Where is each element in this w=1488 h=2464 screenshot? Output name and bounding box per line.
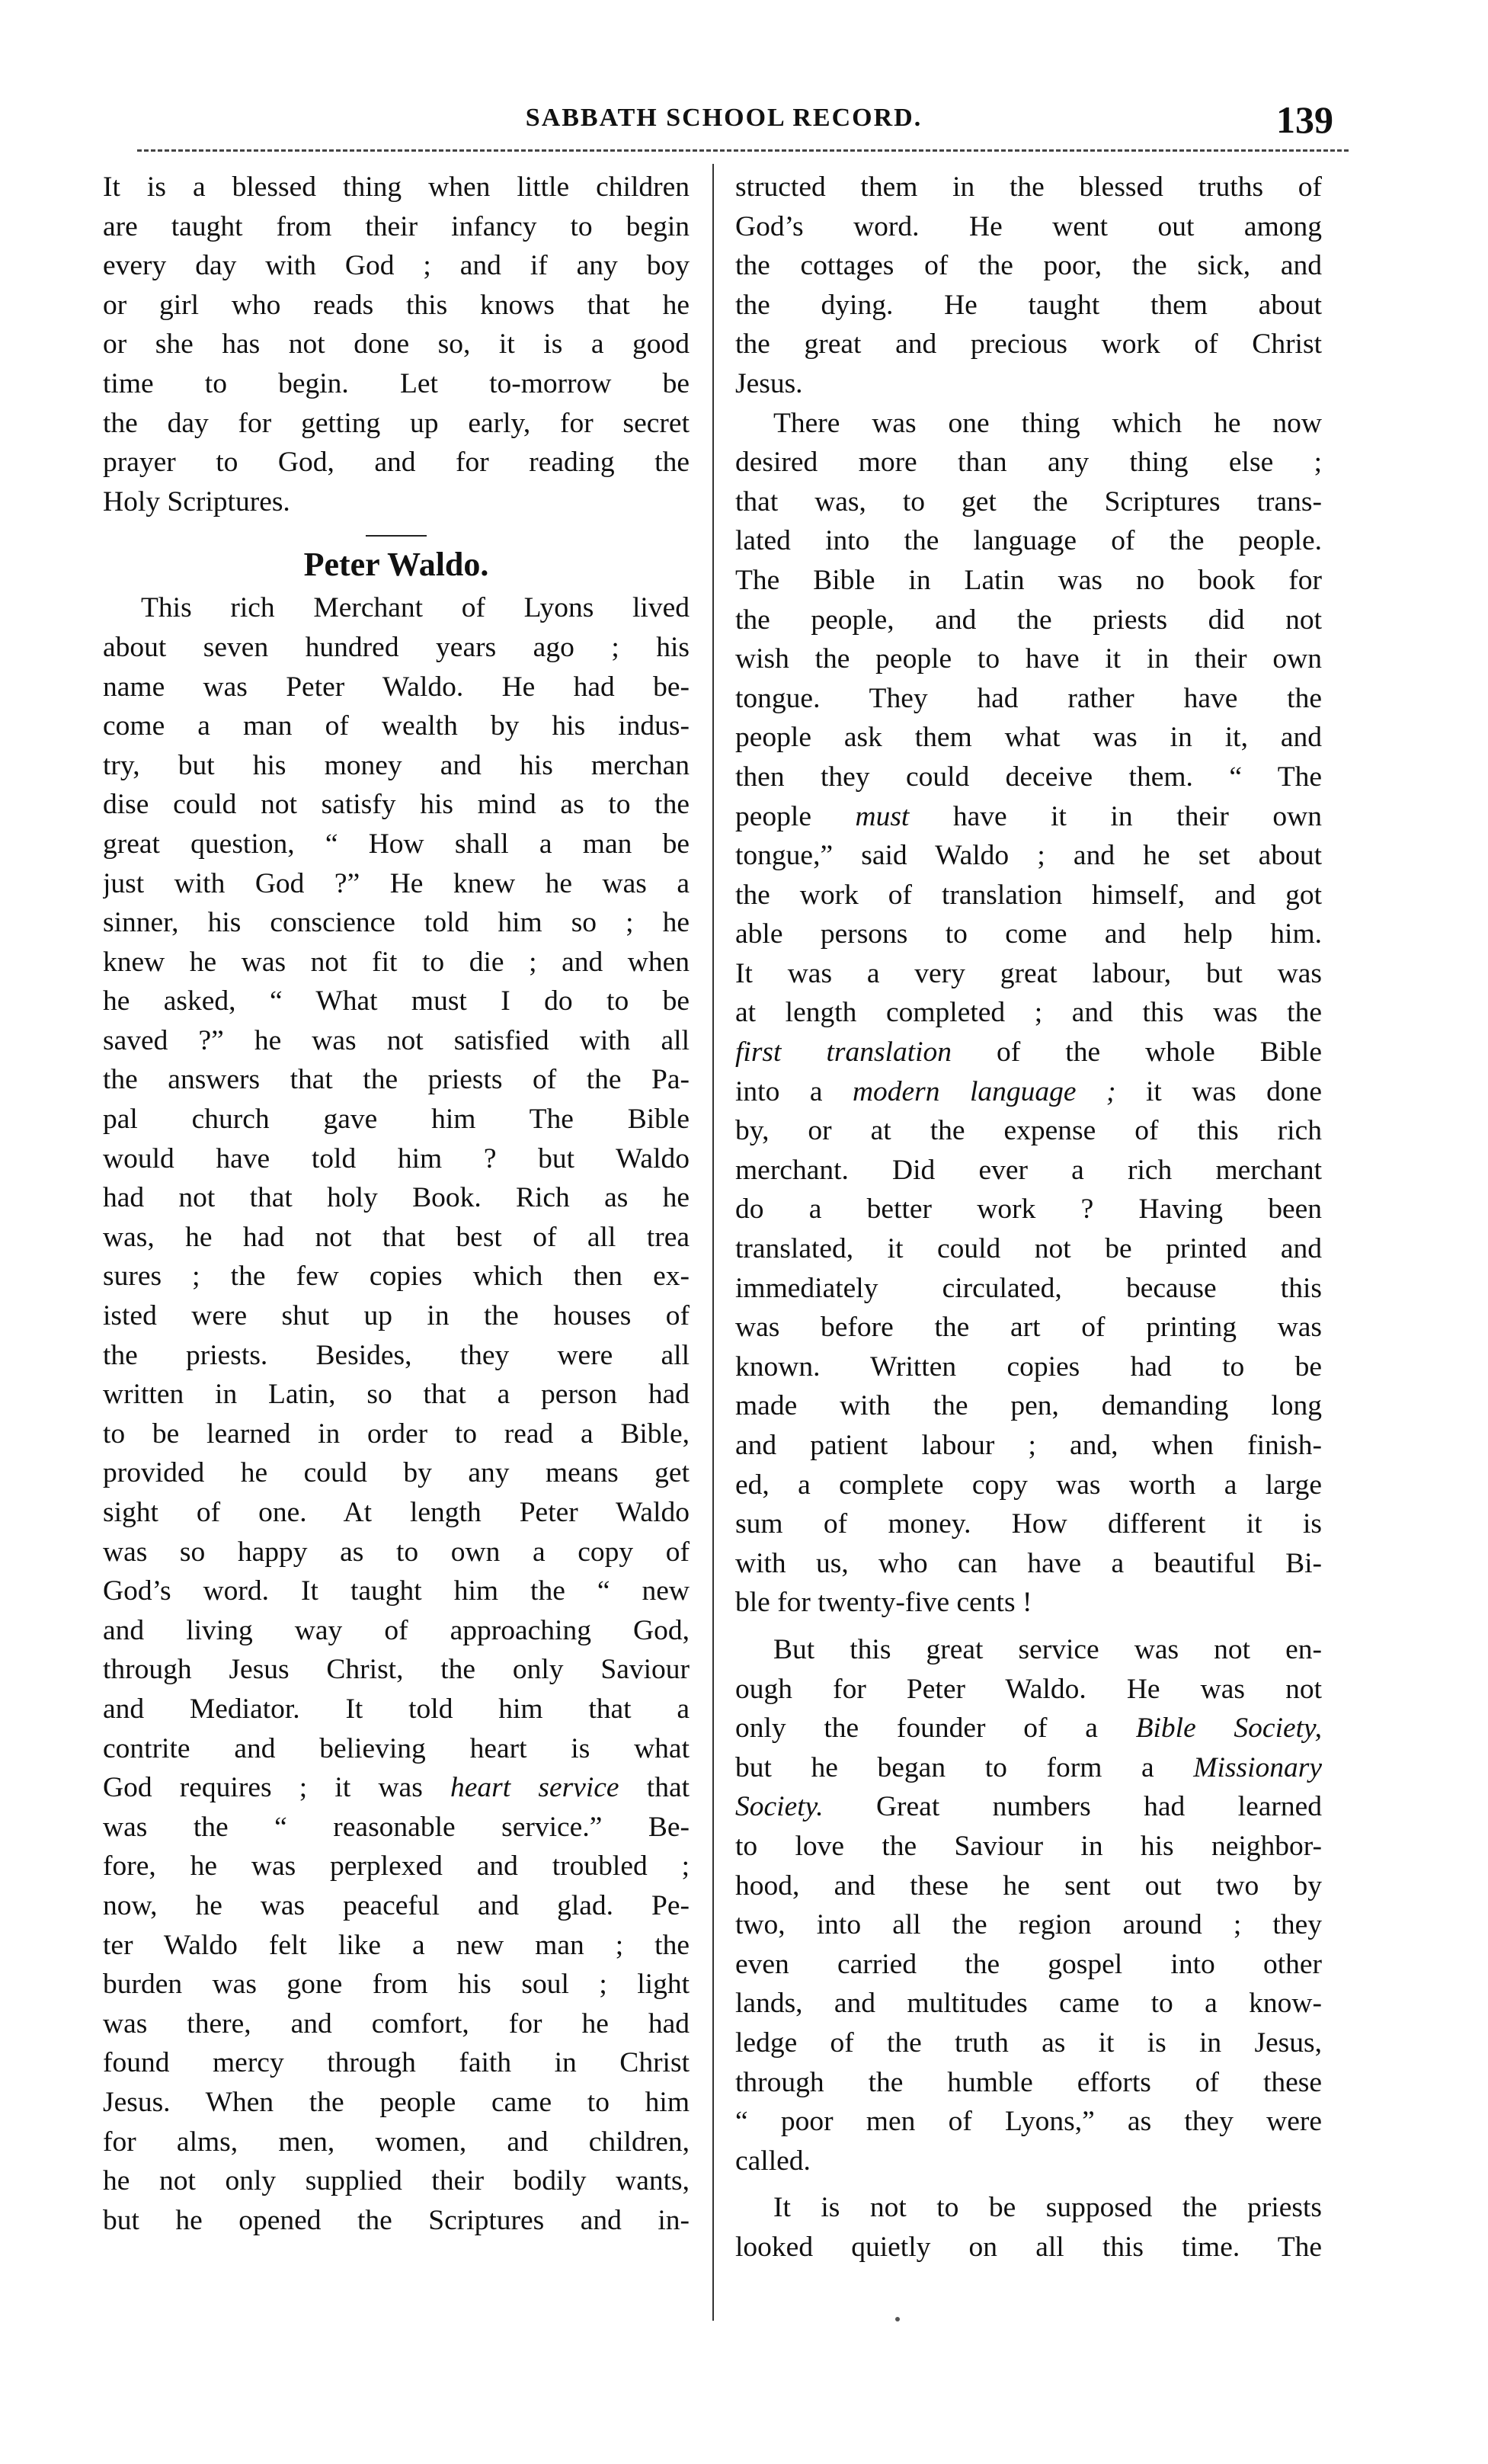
text-line: There was one thing which he now: [773, 407, 1322, 439]
text-line: saved ?” he was not satisfied with all: [103, 1024, 690, 1056]
text-line: come a man of wealth by his indus-: [103, 710, 690, 742]
text-line: burden was gone from his soul ; light: [103, 1969, 690, 2001]
running-title: SABBATH SCHOOL RECORD.: [525, 104, 923, 132]
text-line: lands, and multitudes came to a know-: [735, 1988, 1322, 2020]
text-line: ough for Peter Waldo. He was not: [735, 1673, 1322, 1705]
text-line: looked quietly on all this time. The: [735, 2231, 1322, 2263]
text-line: sinner, his conscience told him so ; he: [103, 907, 690, 939]
text-line: prayer to God, and for reading the: [103, 447, 690, 479]
text-line: even carried the gospel into other: [735, 1948, 1322, 1980]
text-line: for alms, men, women, and children,: [103, 2126, 690, 2158]
text-line: The Bible in Latin was no book for: [735, 564, 1322, 596]
text-line: dise could not satisfy his mind as to the: [103, 789, 690, 821]
text-line: he not only supplied their bodily wants,: [103, 2165, 690, 2197]
text-line: fore, he was perplexed and troubled ;: [103, 1850, 690, 1882]
text-line: to be learned in order to read a Bible,: [103, 1418, 690, 1450]
text-line: the day for getting up early, for secret: [103, 407, 690, 439]
text-line: wish the people to have it in their own: [735, 643, 1322, 675]
text-segment: Great numbers had learned: [823, 1791, 1322, 1823]
text-line: structed them in the blessed truths of: [735, 171, 1322, 203]
intro-paragraph: [103, 168, 690, 521]
text-line: translated, it could not be printed and: [735, 1233, 1322, 1265]
text-line: tongue,” said Waldo ; and he set about: [735, 840, 1322, 872]
text-line: and living way of approaching God,: [103, 1614, 690, 1646]
italic-phrase: must: [855, 800, 910, 832]
text-line: was there, and comfort, for he had: [103, 2007, 690, 2039]
text-line: provided he could by any means get: [103, 1457, 690, 1489]
text-line: tongue. They had rather have the: [735, 682, 1322, 714]
text-line: try, but his money and his merchan: [103, 749, 690, 781]
text-line: but he opened the Scriptures and in-: [103, 2204, 690, 2236]
paragraph: [735, 1630, 1322, 2180]
text-line: through Jesus Christ, the only Saviour: [103, 1654, 690, 1686]
text-line: by, or at the expense of this rich: [735, 1115, 1322, 1147]
italic-phrase: heart service: [450, 1772, 619, 1804]
text-line: ble for twenty-five cents !: [735, 1587, 1032, 1619]
column-divider: [712, 164, 714, 2321]
text-line: It is not to be supposed the priests: [773, 2192, 1322, 2224]
text-line: desired more than any thing else ;: [735, 447, 1322, 479]
text-line: the priests. Besides, they were all: [103, 1339, 690, 1371]
text-line: the answers that the priests of the Pa-: [103, 1064, 690, 1096]
text-line-with-italic: [735, 1787, 1322, 1827]
text-segment: into a: [735, 1075, 853, 1107]
text-line: lated into the language of the people.: [735, 525, 1322, 557]
text-line: about seven hundred years ago ; his: [103, 631, 690, 663]
text-segment: God requires ; it was: [103, 1772, 450, 1804]
paragraph-gap: [735, 2180, 1322, 2188]
text-line: Jesus. When the people came to him: [103, 2086, 690, 2118]
text-line: great question, “ How shall a man be: [103, 828, 690, 860]
text-line: that was, to get the Scriptures trans-: [735, 485, 1322, 517]
text-line: now, he was peaceful and glad. Pe-: [103, 1889, 690, 1921]
text-line: people ask them what was in it, and: [735, 722, 1322, 754]
text-line: known. Written copies had to be: [735, 1351, 1322, 1383]
paragraph: [735, 2188, 1322, 2267]
article-body: [103, 588, 690, 2240]
text-line: able persons to come and help him.: [735, 918, 1322, 950]
text-line: isted were shut up in the houses of: [103, 1300, 690, 1332]
header-rule: [137, 149, 1349, 152]
text-line: sum of money. How different it is: [735, 1508, 1322, 1540]
text-line: merchant. Did ever a rich merchant: [735, 1154, 1322, 1186]
text-line: name was Peter Waldo. He had be-: [103, 671, 690, 703]
text-line: ledge of the truth as it is in Jesus,: [735, 2027, 1322, 2059]
text-line: do a better work ? Having been: [735, 1194, 1322, 1226]
text-line-with-italic: [735, 1709, 1322, 1748]
text-line: This rich Merchant of Lyons lived: [141, 592, 690, 624]
paragraph: [735, 168, 1322, 404]
text-line: ter Waldo felt like a new man ; the: [103, 1929, 690, 1961]
page-number: 139: [1276, 98, 1333, 141]
text-line: ed, a complete copy was worth a large: [735, 1469, 1322, 1501]
text-line: and Mediator. It told him that a: [103, 1693, 690, 1725]
text-line: called.: [735, 2145, 811, 2177]
text-line: the cottages of the poor, the sick, and: [735, 250, 1322, 282]
text-line: and patient labour ; and, when finish-: [735, 1430, 1322, 1461]
italic-phrase: modern language ;: [852, 1075, 1116, 1107]
text-line: or girl who reads this knows that he: [103, 289, 690, 321]
text-line: the work of translation himself, and got: [735, 879, 1322, 911]
text-line: found mercy through faith in Christ: [103, 2047, 690, 2079]
text-line: he asked, “ What must I do to be: [103, 985, 690, 1017]
text-line: to love the Saviour in his neighbor-: [735, 1830, 1322, 1862]
text-line: with us, who can have a beautiful Bi-: [735, 1547, 1322, 1579]
text-line: the dying. He taught them about: [735, 289, 1322, 321]
text-line: God’s word. It taught him the “ new: [103, 1575, 690, 1607]
left-column: [103, 168, 690, 2317]
text-line-with-italic: [103, 1768, 690, 1808]
text-line: It was a very great labour, but was: [735, 957, 1322, 989]
text-line-with-italic: [735, 797, 1322, 837]
text-line-with-italic: [735, 1033, 1322, 1072]
text-line: at length completed ; and this was the: [735, 997, 1322, 1029]
text-segment: it was done: [1115, 1075, 1322, 1107]
text-segment: people: [735, 800, 856, 832]
text-line: pal church gave him The Bible: [103, 1104, 690, 1136]
text-segment: that: [619, 1772, 690, 1804]
text-line: Jesus.: [735, 367, 803, 399]
text-line: But this great service was not en-: [773, 1633, 1322, 1665]
paragraph: [735, 404, 1322, 1623]
text-line: hood, and these he sent out two by: [735, 1870, 1322, 1902]
text-line: immediately circulated, because this: [735, 1272, 1322, 1304]
text-line: Holy Scriptures.: [103, 485, 290, 517]
text-line: then they could deceive them. “ The: [735, 761, 1322, 793]
italic-phrase: Society.: [735, 1791, 824, 1823]
text-line-with-italic: [735, 1072, 1322, 1112]
italic-phrase: Missionary: [1193, 1751, 1322, 1783]
text-line: God’s word. He went out among: [735, 210, 1322, 242]
text-line: was before the art of printing was: [735, 1312, 1322, 1344]
right-column: [735, 168, 1322, 2317]
text-line: was, he had not that best of all trea: [103, 1221, 690, 1253]
text-line-with-italic: [735, 1748, 1322, 1788]
text-line: or she has not done so, it is a good: [103, 328, 690, 360]
printer-speck: [895, 2317, 900, 2321]
text-line: was the “ reasonable service.” Be-: [103, 1811, 690, 1843]
text-line: every day with God ; and if any boy: [103, 250, 690, 282]
text-line: knew he was not fit to die ; and when: [103, 946, 690, 978]
text-line: the great and precious work of Christ: [735, 328, 1322, 360]
text-line: would have told him ? but Waldo: [103, 1142, 690, 1174]
text-line: time to begin. Let to-morrow be: [103, 367, 690, 399]
paragraph-gap: [735, 1623, 1322, 1630]
text-segment: but he began to form a: [735, 1751, 1194, 1783]
running-head: [107, 98, 1364, 151]
text-line: “ poor men of Lyons,” as they were: [735, 2106, 1322, 2138]
text-segment: only the founder of a: [735, 1713, 1136, 1745]
text-line: two, into all the region around ; they: [735, 1909, 1322, 1941]
section-rule: [366, 535, 427, 537]
text-line: It is a blessed thing when little children: [103, 171, 690, 203]
text-segment: have it in their own: [909, 800, 1322, 832]
text-line: had not that holy Book. Rich as he: [103, 1182, 690, 1214]
text-line: made with the pen, demanding long: [735, 1390, 1322, 1422]
text-line: just with God ?” He knew he was a: [103, 867, 690, 899]
text-line: the people, and the priests did not: [735, 604, 1322, 636]
text-line: are taught from their infancy to begin: [103, 210, 690, 242]
text-line: was so happy as to own a copy of: [103, 1536, 690, 1568]
text-line: sures ; the few copies which then ex-: [103, 1261, 690, 1293]
text-segment: of the whole Bible: [952, 1037, 1322, 1069]
text-line: contrite and believing heart is what: [103, 1732, 690, 1764]
article-heading: Peter Waldo.: [303, 546, 489, 584]
text-line: through the humble efforts of these: [735, 2066, 1322, 2098]
italic-phrase: Bible Society,: [1135, 1713, 1322, 1745]
italic-phrase: first translation: [735, 1037, 952, 1069]
text-line: written in Latin, so that a person had: [103, 1379, 690, 1411]
text-line: sight of one. At length Peter Waldo: [103, 1497, 690, 1528]
